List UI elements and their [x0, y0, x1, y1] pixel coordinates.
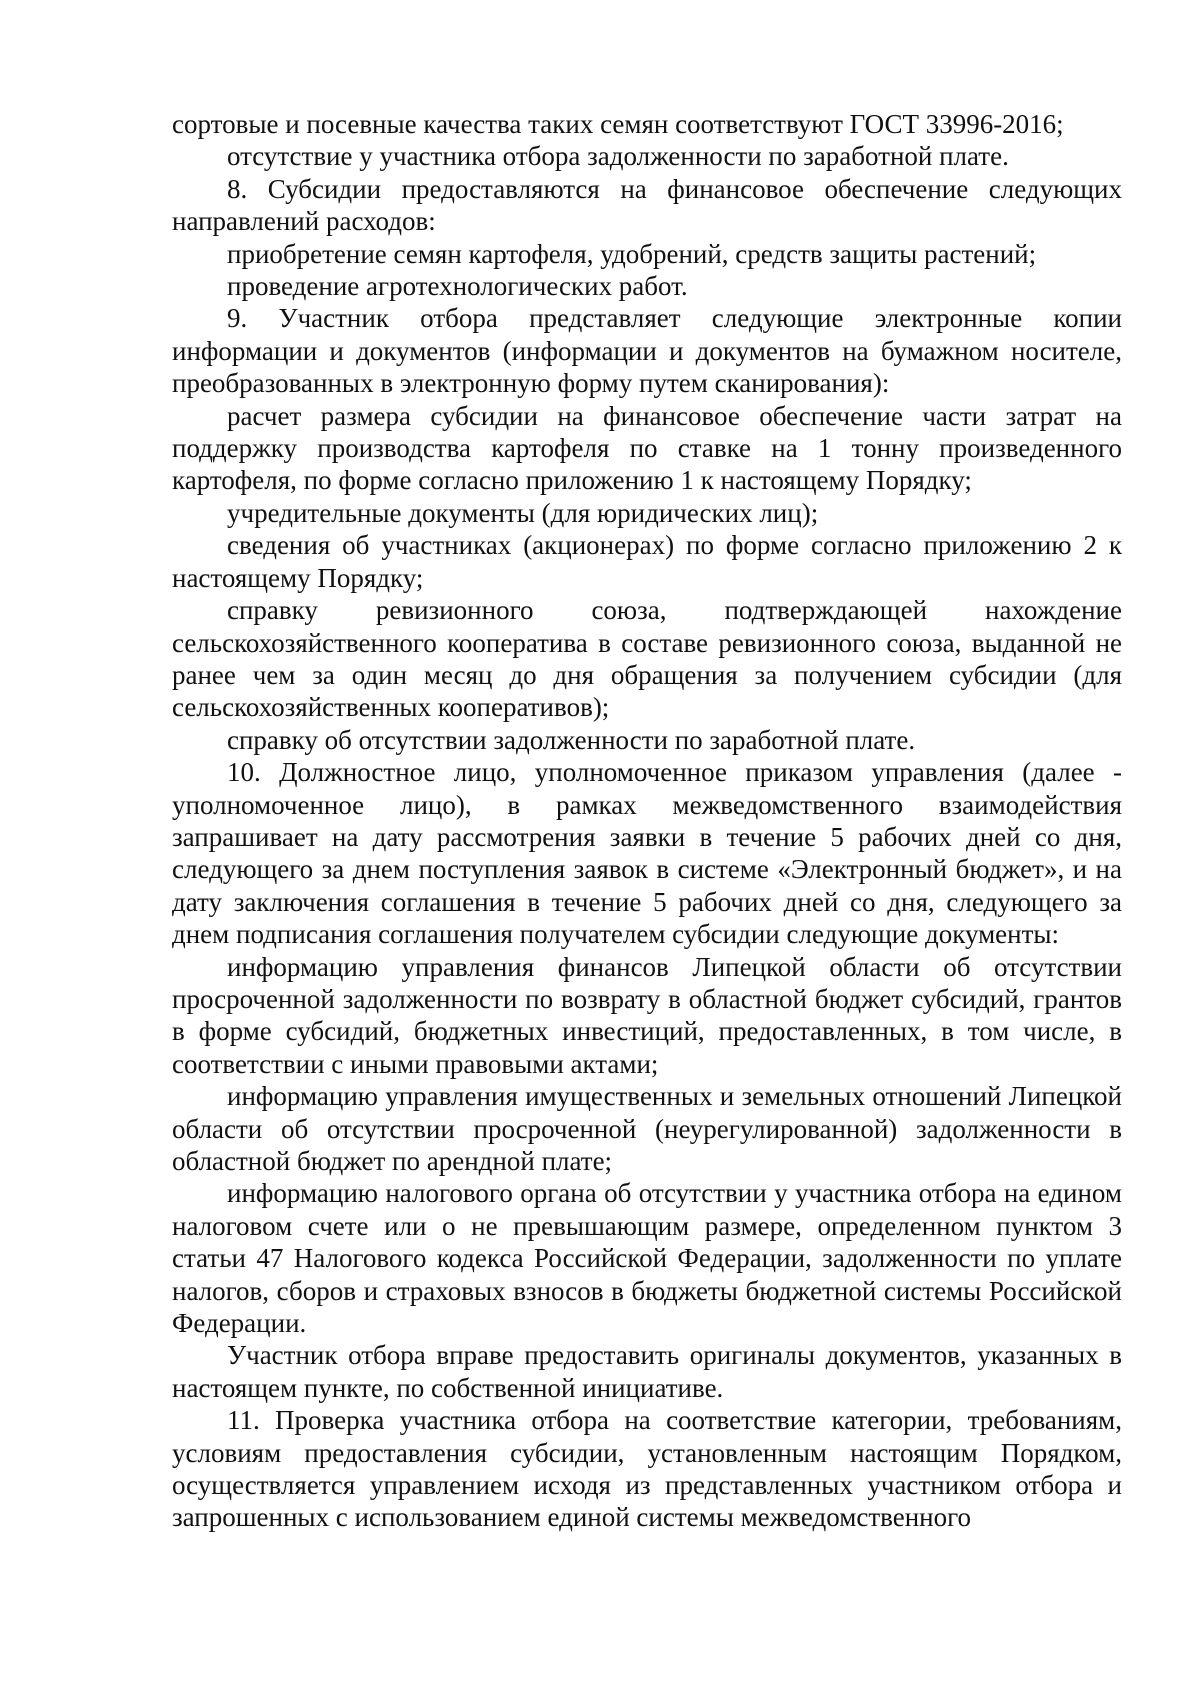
- paragraph-finance-info: информацию управления финансов Липецкой области об отсутствии просроченной задолженности по возврату в областной бюджет субсидий, грантов в форме субсидий, бюджетных инвестиций, предоставленных, в том числе, в соответствии с иными правовыми актами;: [172, 951, 1122, 1079]
- paragraph-purchase-seeds: приобретение семян картофеля, удобрений, средств защиты растений;: [227, 238, 1037, 269]
- paragraph-agrotech-works: проведение агротехнологических работ.: [227, 271, 688, 302]
- paragraph-item-8: 8. Субсидии предоставляются на финансовое обеспечение следующих направлений расходов:: [172, 173, 1122, 237]
- paragraph-seed-quality: сортовые и посевные качества таких семян соответствуют ГОСТ 33996-2016;: [172, 109, 1064, 139]
- paragraph-wage-debt-certificate: справку об отсутствии задолженности по заработной плате.: [227, 724, 916, 755]
- paragraph-tax-info: информацию налогового органа об отсутствии у участника отбора на едином налоговом счете или о не превышающим размере, определенном пунктом 3 статьи 47 Налогового кодекса Российской Федерации, задолженности по уплате налогов, сборов и страховых взносов в бюджеты бюджетной системы Российской Федерации.: [172, 1178, 1122, 1339]
- paragraph-audit-union-certificate: справку ревизионного союза, подтверждающей нахождение сельскохозяйственного кооператива в составе ревизионного союза, выданной не ранее чем за один месяц до дня обращения за получением субсидии (для сельскохозяйственных кооперативов);: [172, 595, 1122, 723]
- paragraph-no-wage-debt: отсутствие у участника отбора задолженности по заработной плате.: [227, 141, 1009, 172]
- paragraph-originals-right: Участник отбора вправе предоставить оригиналы документов, указанных в настоящем пункте, по собственной инициативе.: [172, 1340, 1122, 1403]
- paragraph-founding-documents: учредительные документы (для юридических лиц);: [227, 497, 819, 528]
- paragraph-property-info: информацию управления имущественных и земельных отношений Липецкой области об отсутствии просроченной (неурегулированной) задолженности в областной бюджет по арендной плате;: [172, 1081, 1122, 1176]
- document-page: [172, 108, 1122, 1534]
- paragraph-item-11: 11. Проверка участника отбора на соответствие категории, требованиям, условиям предоставления субсидии, установленным настоящим Порядком, осуществляется управлением исходя из представленных участником отбора и запрошенных с использованием единой системы межведомственного: [172, 1405, 1122, 1533]
- paragraph-shareholders-info: сведения об участниках (акционерах) по форме согласно приложению 2 к настоящему Порядку;: [172, 530, 1122, 593]
- paragraph-item-9: 9. Участник отбора представляет следующие электронные копии информации и документов (информации и документов на бумажном носителе, преобразованных в электронную форму путем сканирования):: [172, 303, 1122, 399]
- paragraph-subsidy-calculation: расчет размера субсидии на финансовое обеспечение части затрат на поддержку производства картофеля по ставке на 1 тонну произведенного картофеля, по форме согласно приложению 1 к настоящему Порядку;: [172, 400, 1122, 496]
- paragraph-item-10: 10. Должностное лицо, уполномоченное приказом управления (далее - уполномоченное лицо), в рамках межведомственного взаимодействия запрашивает на дату рассмотрения заявки в течение 5 рабочих дней со дня, следующего за днем поступления заявок в системе «Электронный бюджет», и на дату заключения соглашения в течение 5 рабочих дней со дня, следующего за днем подписания соглашения получателем субсидии следующие документы:: [172, 757, 1122, 950]
